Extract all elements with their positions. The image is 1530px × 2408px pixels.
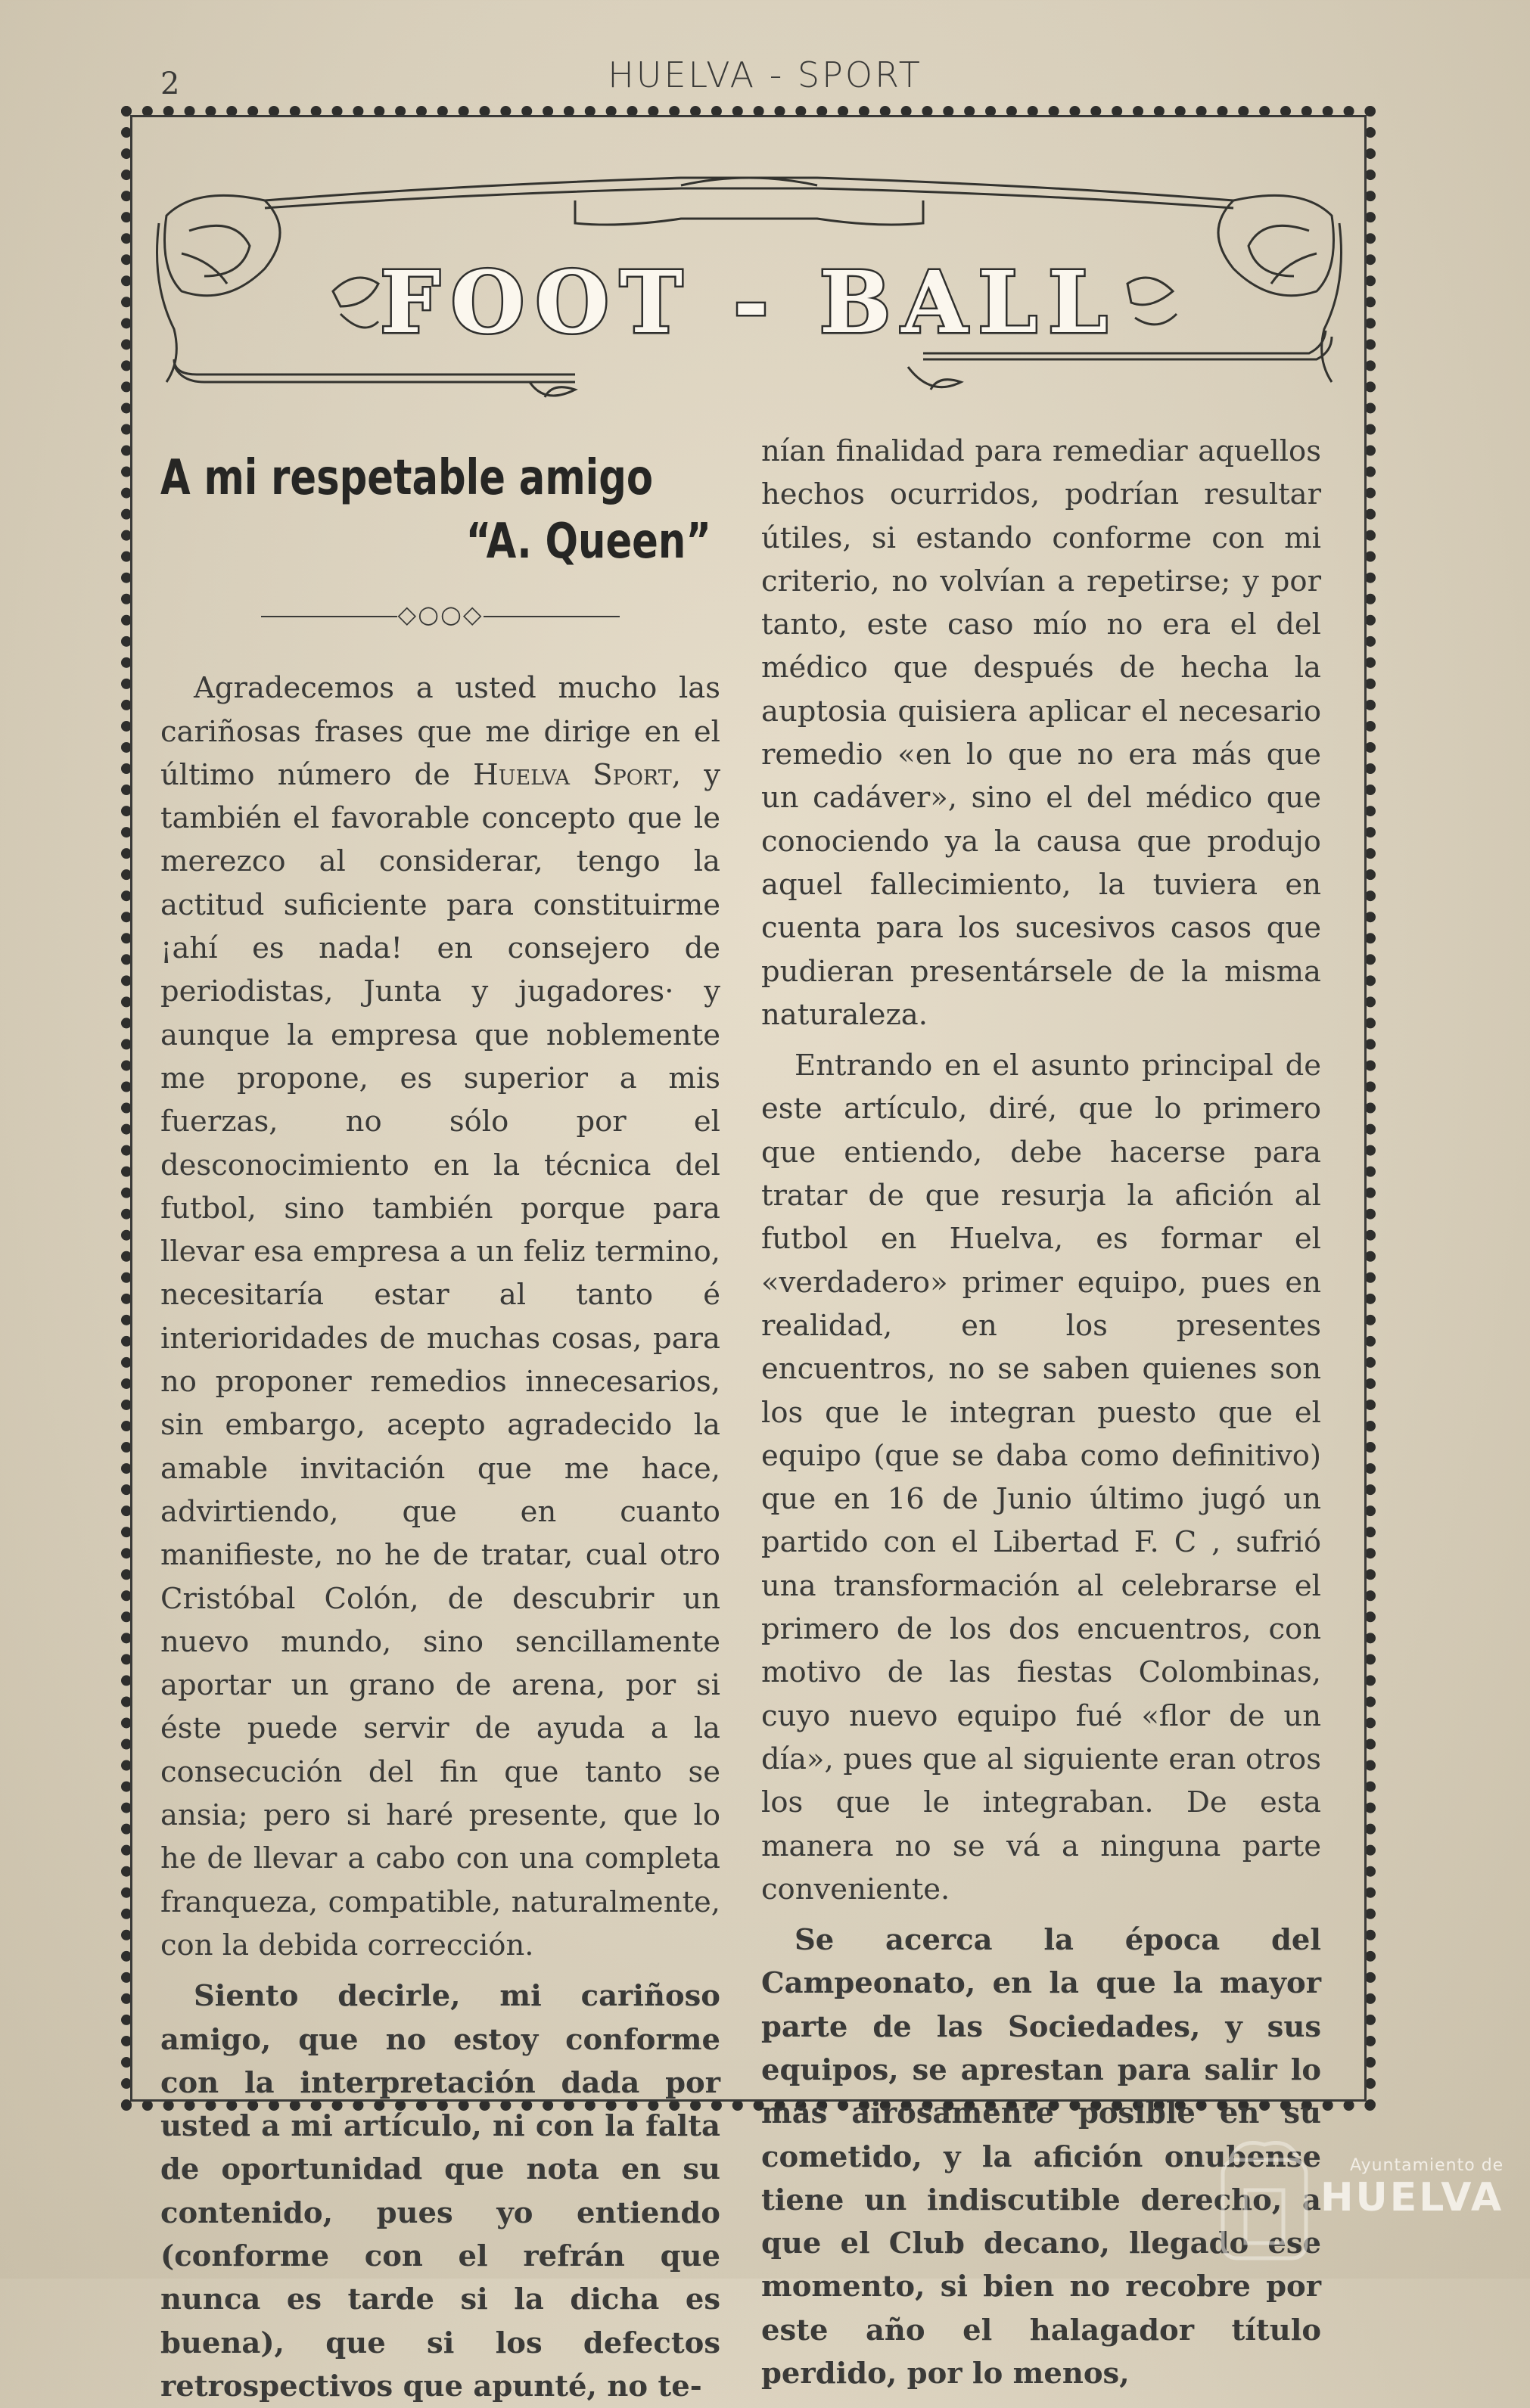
running-head: HUELVA - SPORT bbox=[608, 54, 922, 95]
paragraph: Entrando en el asunto principal de este artículo, diré, que lo primero que entiendo, debe hacerse para tratar de que resurja la afición al futbol en Huelva, es formar el «verdadero» primer equipo, pues en realidad, en los presentes encuentros, no se saben quienes son los que le integran puesto que el equipo (que se daba como definitivo) que en 16 de Junio último jugó un partido con el Libertad F. C , sufrió una transformación al celebrarse el primero de los dos encuentros, con motivo de las fiestas Colombinas, cuyo nuevo equipo fué «flor de un día», pues que al siguiente eran otros los que le integraban. De esta manera no se vá a ninguna parte conveniente. bbox=[761, 1049, 1321, 1906]
page-number: 2 bbox=[160, 67, 181, 101]
article-headline bbox=[160, 446, 711, 573]
divider-rule-right bbox=[484, 616, 620, 617]
paragraph-text: Agradecemos a usted mucho las cariñosas frases que me dirige en el último número de bbox=[160, 671, 720, 792]
headline-line-1: A mi respetable amigo bbox=[160, 450, 654, 506]
watermark-small-text: Ayuntamiento de bbox=[1350, 2156, 1504, 2175]
right-column bbox=[761, 430, 1321, 2395]
banner-title: FOOT - BALL bbox=[380, 253, 1118, 353]
magazine-name: Huelva Sport bbox=[473, 757, 672, 792]
left-column bbox=[160, 431, 720, 2408]
ornament-divider bbox=[160, 593, 720, 636]
paragraph: Siento decirle, mi cariñoso amigo, que no estoy conforme con la interpretación dada por usted a mi artículo, ni con la falta de oportunidad que nota en su contenido, pues yo entiendo (conforme con el refrán que nunca es tarde si la dicha es buena), que si los defectos retrospectivos que apunté, no te- bbox=[160, 1979, 720, 2403]
divider-rule-left bbox=[261, 616, 397, 617]
archive-watermark bbox=[1320, 2156, 1504, 2220]
paragraph: nían finalidad para remediar aquellos hechos ocurridos, podrían resultar útiles, si estando conforme con mi criterio, no volvían a repetirse; y por tanto, este caso mío no era el del médico que después de hecha la auptosia quisiera aplicar el necesario remedio «en lo que no era más que un cadáver», sino el del médico que conociendo ya la causa que produjo aquel fallecimiento, la tuviera en cuenta para los sucesivos casos que pudieran presentársele de la misma naturaleza. bbox=[761, 434, 1321, 1032]
divider-glyphs: ◇○○◇ bbox=[397, 600, 484, 629]
watermark-big-text: HUELVA bbox=[1320, 2175, 1504, 2220]
section-banner bbox=[151, 155, 1347, 405]
paragraph bbox=[160, 666, 720, 1967]
paragraph-text: , y también el favorable concepto que le merezco al considerar, tengo la actitud suficiente para constituirme ¡ahí es nada! en consejero de periodistas, Junta y jugadores· y aunque la empresa que noblemente me propone, es superior a mis fuerzas, no sólo por el desconocimiento en la técnica del futbol, sino también porque para llevar esa empresa a un feliz termino, necesitaría estar al tanto é interioridades de muchas cosas, para no proponer remedios innecesarios, sin embargo, acepto agradecido la amable invitación que me hace, advirtiendo, que en cuanto manifieste, no he de tratar, cual otro Cristóbal Colón, de descubrir un nuevo mundo, sino sencillamente aportar un grano de arena, por si éste puede servir de ayuda a la consecución del fin que tanto se ansia; pero si haré presente, que lo he de llevar a cabo con una completa franqueza, compatible, naturalmente, con la debida corrección. bbox=[160, 757, 720, 1962]
headline-line-2: “A. Queen” bbox=[465, 514, 711, 570]
paragraph: Se acerca la época del Campeonato, en la que la mayor parte de las Sociedades, y sus equipos, se aprestan para salir lo más airosamente posible en su cometido, y la afición onubense tiene un indiscutible derecho, a que el Club decano, llegado ese momento, si bien no recobre por este año el halagador título perdido, por lo menos, bbox=[761, 1923, 1321, 2391]
